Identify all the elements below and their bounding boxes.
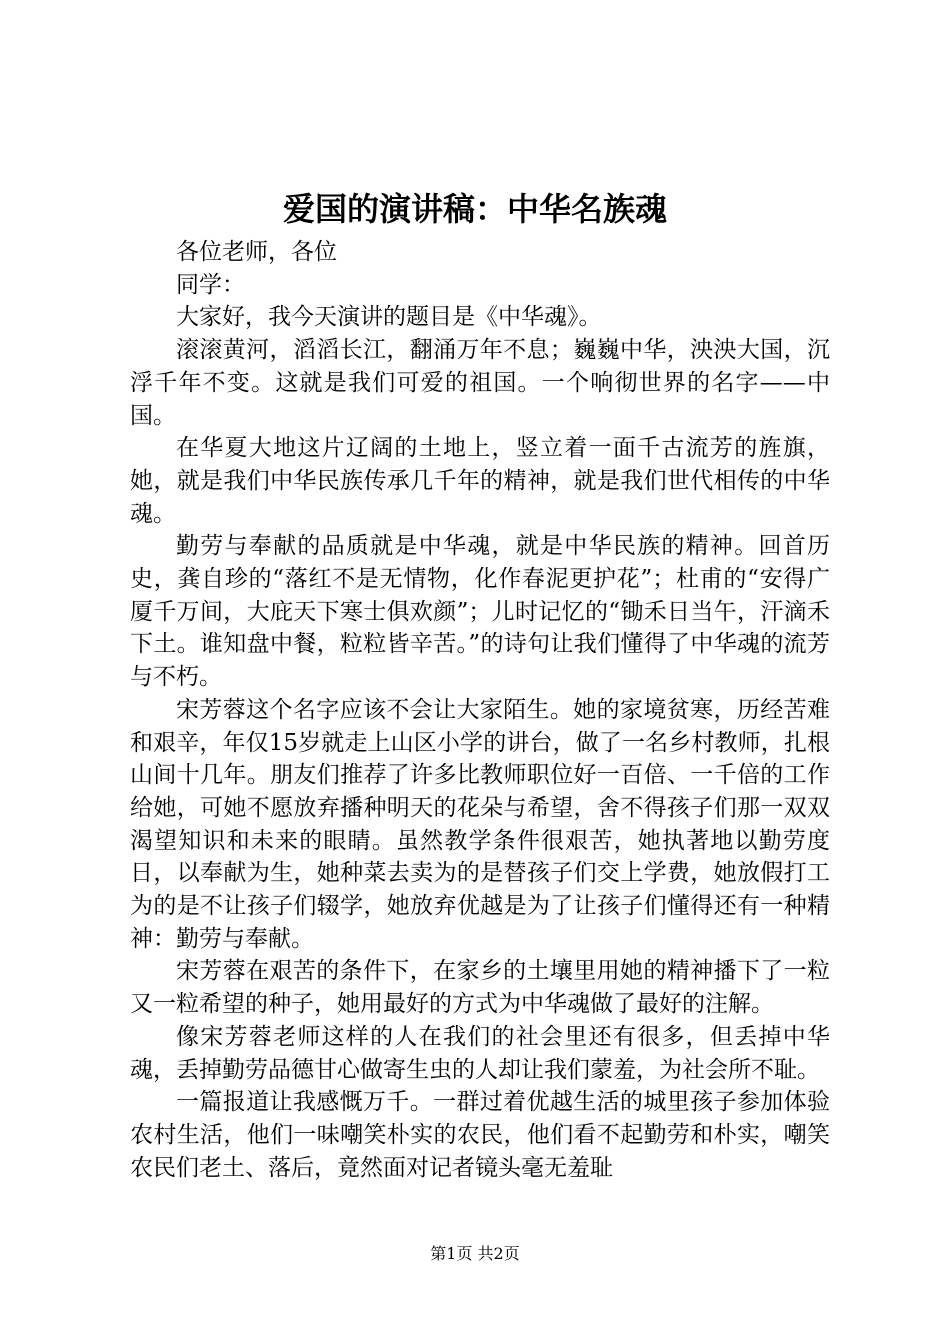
document-title: 爱国的演讲稿：中华名族魂 [282,190,667,228]
paragraph: 像宋芳蓉老师这样的人在我们的社会里还有很多，但丢掉中华魂，丢掉勤劳品德甘心做寄生虫的人却让我们蒙羞，为社会所不耻。 [130,1023,830,1083]
greeting-line-1: 各位老师，各位 [176,239,337,265]
paragraph: 在华夏大地这片辽阔的土地上，竖立着一面千古流芳的旌旗，她，就是我们中华民族传承几千年的精神，就是我们世代相传的中华魂。 [130,435,830,527]
document-body [130,236,830,1184]
paragraph: 滚滚黄河，滔滔长江，翻涌万年不息；巍巍中华，泱泱大国，沉浮千年不变。这就是我们可爱的祖国。一个响彻世界的名字——中国。 [130,337,830,429]
paragraph: 勤劳与奉献的品质就是中华魂，就是中华民族的精神。回首历史，龚自珍的“落红不是无情物，化作春泥更护花”；杜甫的“安得广厦千万间，大庇天下寒士俱欢颜”；儿时记忆的“锄禾日当午，汗滴禾下土。谁知盘中餐，粒粒皆辛苦。”的诗句让我们懂得了中华魂的流芳与不朽。 [130,533,830,691]
paragraph: 大家好，我今天演讲的题目是《中华魂》。 [176,304,602,331]
page-number-footer: 第1页 共2页 [430,1244,520,1263]
paragraph: 一篇报道让我感慨万千。一群过着优越生活的城里孩子参加体验农村生活，他们一味嘲笑朴实的农民，他们看不起勤劳和朴实，嘲笑农民们老土、落后，竟然面对记者镜头毫无羞耻 [130,1089,830,1181]
greeting-line-2: 同学： [176,271,245,298]
paragraph: 宋芳蓉这个名字应该不会让大家陌生。她的家境贫寒，历经苦难和艰辛，年仅15岁就走上山区小学的讲台，做了一名乡村教师，扎根山间十几年。朋友们推荐了许多比教师职位好一百倍、一千倍的工作给她，可她不愿放弃播种明天的花朵与希望，舍不得孩子们那一双双渴望知识和未来的眼睛。虽然教学条件很艰苦，她执著地以勤劳度日，以奉献为生，她种菜去卖为的是替孩子们交上学费，她放假打工为的是不让孩子们辍学，她放弃优越是为了让孩子们懂得还有一种精神：勤劳与奉献。 [130,696,830,952]
paragraph: 宋芳蓉在艰苦的条件下，在家乡的土壤里用她的精神播下了一粒又一粒希望的种子，她用最好的方式为中华魂做了最好的注解。 [130,958,830,1018]
